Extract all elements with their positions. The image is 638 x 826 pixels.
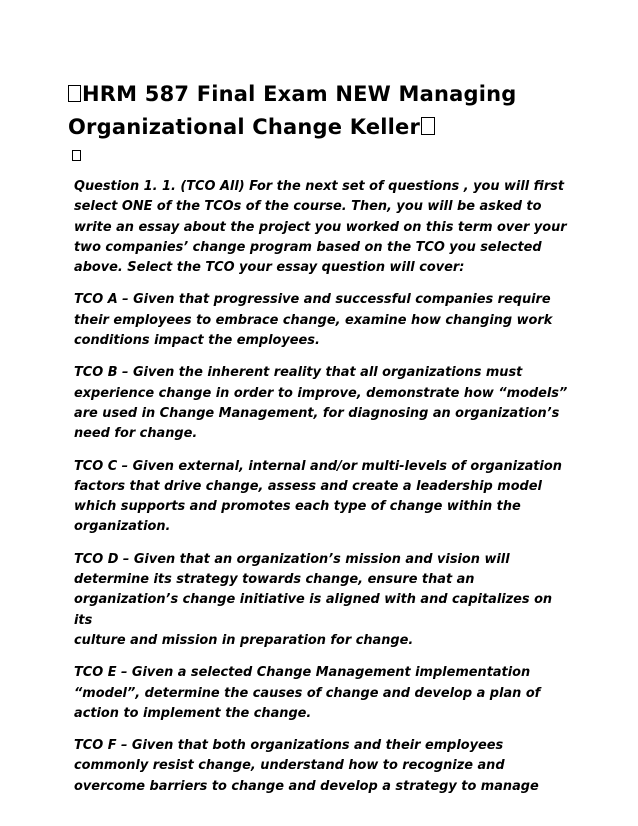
tco-d-paragraph: TCO D – Given that an organization’s mission and vision will determine its strategy towards change, ensure that an organization’s change initiative is aligned with and capitalizes on its culture and mission in preparation for change. bbox=[74, 551, 553, 648]
document-title bbox=[68, 78, 578, 144]
missing-glyph-icon bbox=[421, 117, 435, 135]
missing-glyph-icon bbox=[68, 85, 81, 102]
title-line-1: HRM 587 Final Exam NEW Managing bbox=[82, 82, 517, 106]
tco-e-paragraph: TCO E – Given a selected Change Management implementation “model”, determine the causes of change and develop a plan of action to implement the change. bbox=[74, 665, 541, 721]
tco-f-paragraph: TCO F – Given that both organizations and their employees commonly resist change, understand how to recognize and overcome barriers to change and develop a strategy to manage bbox=[74, 738, 539, 794]
missing-glyph-icon bbox=[72, 150, 81, 161]
tco-c-paragraph: TCO C – Given external, internal and/or multi-levels of organization factors that drive change, assess and create a leadership model which supports and promotes each type of change within the organization. bbox=[74, 458, 562, 535]
tco-a-paragraph: TCO A – Given that progressive and successful companies require their employees to embrace change, examine how changing work conditions impact the employees. bbox=[74, 292, 553, 349]
question-paragraph: Question 1. 1. (TCO All) For the next set of questions , you will first select ONE of the TCOs of the course. Then, you will be asked to write an essay about the project you worked on this term over your two companies’ change program based on the TCO you selected above. Select the TCO your essay question will cover: bbox=[74, 179, 567, 276]
title-line-2: Organizational Change Keller bbox=[68, 115, 421, 139]
document-body bbox=[74, 177, 568, 809]
tco-b-paragraph: TCO B – Given the inherent reality that all organizations must experience change in order to improve, demonstrate how “models” are used in Change Management, for diagnosing an organization’s need for change. bbox=[74, 365, 568, 442]
